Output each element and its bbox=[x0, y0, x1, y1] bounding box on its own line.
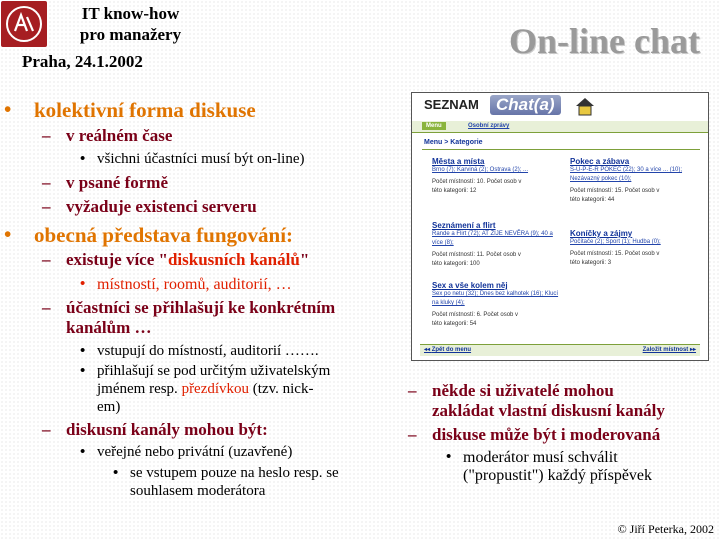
bullet-level2: účastníci se přihlašují ke konkrétním bbox=[66, 298, 336, 317]
category-card bbox=[432, 157, 562, 196]
bullet-small-icon: • bbox=[80, 363, 86, 379]
category-links[interactable]: Počítače (2); Sport (1); Hudba (0); bbox=[570, 239, 661, 245]
bullet-small-icon: • bbox=[80, 343, 86, 359]
dash-icon: – bbox=[42, 250, 51, 269]
category-meta: této kategorii: 54 bbox=[432, 321, 477, 327]
bullet-level3: veřejné nebo privátní (uzavřené) bbox=[97, 444, 293, 460]
tab-messages[interactable]: Osobní zprávy bbox=[468, 123, 510, 129]
arrow-right-icon: ▸▸ bbox=[688, 347, 696, 353]
category-title[interactable]: Koníčky a zájmy bbox=[570, 229, 633, 238]
text-part: existuje více " bbox=[66, 250, 168, 269]
bullet-dot-icon: • bbox=[4, 222, 12, 246]
highlight-text: diskusních kanálů bbox=[167, 250, 300, 269]
dash-icon: – bbox=[42, 420, 51, 439]
bullet-level2 bbox=[66, 250, 309, 270]
page-title: On-line chat bbox=[508, 21, 700, 61]
bullet-small-icon: • bbox=[80, 276, 86, 292]
bullet-level2: diskuse může být i moderovaná bbox=[432, 425, 661, 444]
highlight-text: přezdívkou bbox=[181, 381, 250, 397]
category-links[interactable]: Sex po netu (32); Dnes bez kalhotek (16); Klucí na kluky (4); bbox=[432, 291, 559, 306]
bullet-level2: někde si uživatelé mohou bbox=[432, 381, 614, 400]
screenshot-header bbox=[412, 93, 709, 121]
bullet-level1: obecná představa fungování: bbox=[34, 223, 294, 247]
chat-logo: Chat(a) bbox=[490, 95, 561, 115]
category-meta: Počet místností: 15. Počet osob v bbox=[570, 251, 660, 257]
bullet-level3: moderátor musí schválit bbox=[463, 449, 618, 466]
logo-emblem-icon bbox=[1, 1, 47, 47]
bullet-small-icon: • bbox=[446, 449, 452, 465]
bullet-level4: se vstupem pouze na heslo resp. se bbox=[130, 465, 339, 481]
bullet-level2: diskusní kanály mohou být: bbox=[66, 420, 268, 439]
category-links[interactable]: Rande a Flirt (72); AT ŽIJE NEVĚRA (9); 40 a více (8); bbox=[432, 231, 553, 246]
link-label: Založit místnost bbox=[642, 347, 689, 353]
bullet-level3: všichni účastníci musí být on-line) bbox=[97, 151, 305, 167]
category-title[interactable]: Sex a vše kolem něj bbox=[432, 281, 508, 290]
category-meta: této kategorii: 3 bbox=[570, 260, 612, 266]
category-meta: Počet místností: 10. Počet osob v bbox=[432, 179, 522, 185]
bullet-small-icon: • bbox=[113, 465, 119, 481]
category-meta: Počet místností: 11. Počet osob v bbox=[432, 252, 521, 258]
bullet-level1: kolektivní forma diskuse bbox=[34, 98, 256, 122]
category-links[interactable]: Brno (7); Karviná (2); Ostrava (2); ... bbox=[432, 167, 529, 173]
category-meta: této kategorii: 44 bbox=[570, 197, 615, 203]
divider bbox=[422, 149, 700, 150]
bullet-level3-cont: ("propustit") každý příspěvek bbox=[463, 467, 653, 484]
bullet-level3-cont bbox=[97, 381, 313, 398]
dash-icon: – bbox=[42, 298, 51, 317]
category-title[interactable]: Pokec a zábava bbox=[570, 157, 630, 166]
category-card bbox=[570, 157, 700, 205]
header-line1: IT know-how bbox=[81, 4, 180, 23]
text-part: jménem resp. bbox=[97, 381, 182, 397]
bullet-level2: vyžaduje existenci serveru bbox=[66, 197, 257, 216]
arrow-left-icon: ◂◂ bbox=[424, 347, 432, 353]
category-meta: této kategorii: 100 bbox=[432, 261, 480, 267]
category-title[interactable]: Města a místa bbox=[432, 157, 485, 166]
screenshot-footer bbox=[420, 344, 700, 356]
bullet-level4-cont: souhlasem moderátora bbox=[130, 483, 266, 499]
category-card bbox=[432, 281, 562, 329]
dash-icon: – bbox=[42, 173, 51, 192]
copyright: © Jiří Peterka, 2002 bbox=[617, 522, 714, 536]
header-place-date: Praha, 24.1.2002 bbox=[22, 52, 143, 71]
bullet-small-icon: • bbox=[80, 151, 86, 167]
seznam-logo: SEZNAM bbox=[424, 97, 479, 112]
bullet-small-icon: • bbox=[80, 444, 86, 460]
text-part: (tzv. nick- bbox=[249, 381, 314, 397]
dash-icon: – bbox=[408, 425, 417, 444]
bullet-level2-cont: zakládat vlastní diskusní kanály bbox=[432, 401, 665, 420]
bullet-level2-cont: kanálům … bbox=[66, 318, 152, 337]
chat-screenshot bbox=[411, 92, 709, 361]
create-room-link[interactable] bbox=[643, 346, 696, 353]
link-label: Zpět do menu bbox=[431, 347, 472, 353]
category-title[interactable]: Seznámení a flirt bbox=[432, 221, 496, 230]
category-card bbox=[570, 229, 700, 268]
header-line2: pro manažery bbox=[79, 25, 182, 44]
dash-icon: – bbox=[408, 381, 417, 400]
house-icon bbox=[574, 96, 596, 116]
bullet-dot-icon: • bbox=[4, 97, 12, 121]
bullet-level2: v psané formě bbox=[66, 173, 168, 192]
tab-menu[interactable]: Menu bbox=[422, 122, 446, 130]
bullet-level3-cont: em) bbox=[97, 399, 121, 415]
bullet-level2: v reálném čase bbox=[66, 126, 173, 145]
category-meta: Počet místností: 6. Počet osob v bbox=[432, 312, 519, 318]
bullet-level3: místností, roomů, auditorií, … bbox=[97, 276, 292, 293]
dash-icon: – bbox=[42, 197, 51, 216]
category-meta: této kategorii: 12 bbox=[432, 188, 477, 194]
category-card bbox=[432, 221, 562, 269]
bullet-level3: přihlašují se pod určitým uživatelským bbox=[97, 363, 331, 379]
back-to-menu-link[interactable] bbox=[424, 346, 471, 353]
category-meta: Počet místností: 15. Počet osob v bbox=[570, 188, 660, 194]
text-part: " bbox=[299, 250, 310, 269]
logo bbox=[1, 1, 47, 47]
screenshot-tabs bbox=[412, 121, 709, 133]
bullet-level3: vstupují do místností, auditorií ……. bbox=[97, 343, 319, 359]
dash-icon: – bbox=[42, 126, 51, 145]
category-links[interactable]: S-U-P-E-R POKEC (22); 30 a více ... (10); Nezávazný pokec (10); bbox=[570, 167, 683, 182]
breadcrumb[interactable]: Menu > Kategorie bbox=[424, 139, 483, 146]
